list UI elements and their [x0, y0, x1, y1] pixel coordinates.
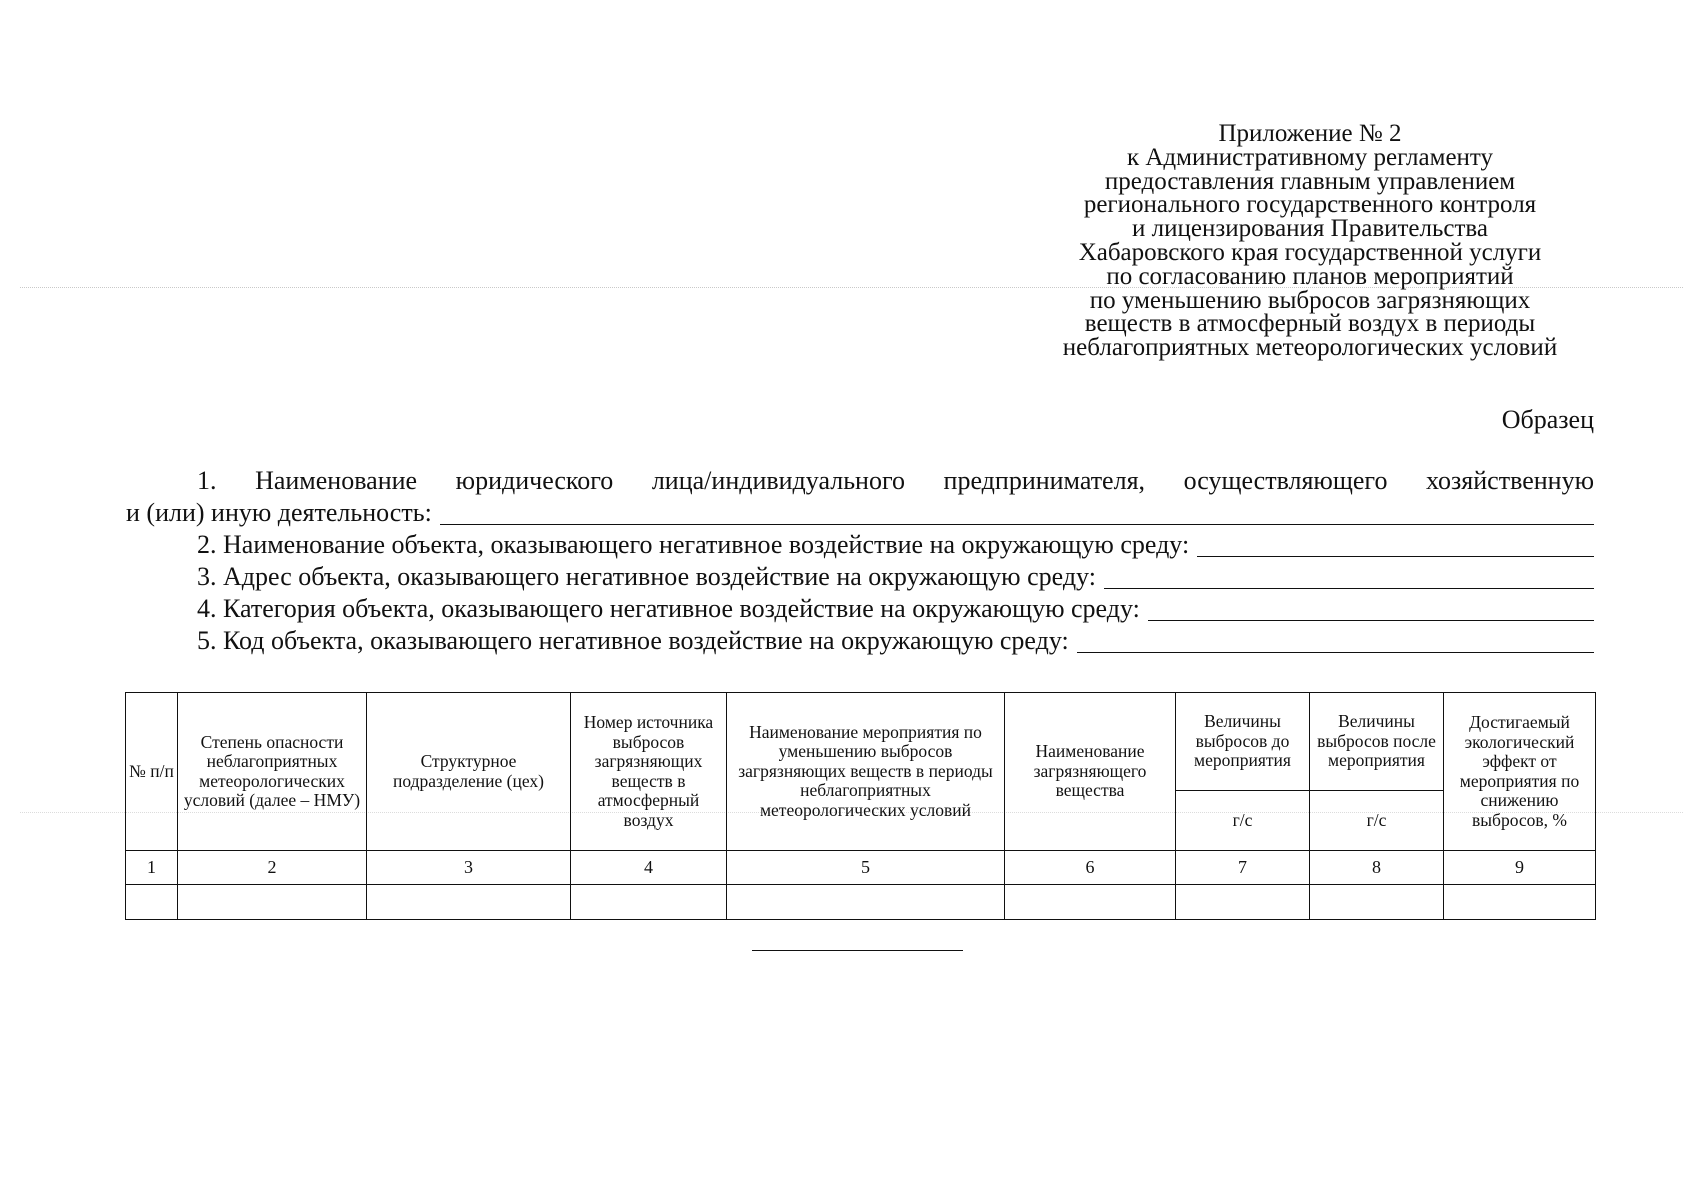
column-number-cell: 2 — [178, 851, 367, 885]
empty-table-row — [126, 885, 1596, 920]
field-1 — [126, 497, 1594, 529]
column-number-cell: 1 — [126, 851, 178, 885]
unit-cell-before: г/с — [1176, 791, 1310, 851]
end-of-document-rule — [752, 950, 963, 951]
empty-cell[interactable] — [1310, 885, 1444, 920]
field-3 — [126, 561, 1594, 593]
header-cell-emissions-after: Величины выбросов после мероприятия — [1310, 693, 1444, 791]
column-number-cell: 4 — [571, 851, 727, 885]
field-4-label: 4. Категория объекта, оказывающего негативное воздействие на окружающую среду: — [197, 594, 1140, 623]
header-line: по согласованию планов мероприятий — [1106, 262, 1514, 290]
empty-cell[interactable] — [126, 885, 178, 920]
header-cell-number: № п/п — [126, 693, 178, 851]
field-2-fill-line[interactable] — [1197, 556, 1594, 557]
column-number-cell: 8 — [1310, 851, 1444, 885]
header-cell-emissions-before: Величины выбросов до мероприятия — [1176, 693, 1310, 791]
column-number-cell: 9 — [1444, 851, 1596, 885]
field-4-fill-line[interactable] — [1148, 620, 1594, 621]
column-number-cell: 7 — [1176, 851, 1310, 885]
header-line: неблагоприятных метеорологических условий — [1062, 334, 1558, 362]
empty-cell[interactable] — [1005, 885, 1176, 920]
field-2 — [126, 529, 1594, 561]
form-fields — [126, 465, 1594, 657]
header-line: регионального государственного контроля — [1083, 191, 1537, 219]
header-line: по уменьшению выбросов загрязняющих — [1089, 286, 1531, 314]
field-1-label-line2: и (или) иную деятельность: — [126, 498, 432, 527]
field-1-label-line1: 1. Наименование юридического лица/индивидуального предпринимателя, осуществляющего хозяйственную — [197, 466, 1594, 495]
sample-label: Образец — [1501, 405, 1594, 434]
field-1-fill-line[interactable] — [440, 524, 1594, 525]
field-5 — [126, 625, 1594, 657]
empty-cell[interactable] — [1444, 885, 1596, 920]
empty-cell[interactable] — [1176, 885, 1310, 920]
appendix-header — [1020, 122, 1600, 360]
empty-cell[interactable] — [178, 885, 367, 920]
empty-cell[interactable] — [367, 885, 571, 920]
column-number-cell: 3 — [367, 851, 571, 885]
field-5-fill-line[interactable] — [1077, 652, 1594, 653]
header-line: и лицензирования Правительства — [1132, 215, 1488, 243]
empty-cell[interactable] — [571, 885, 727, 920]
field-3-fill-line[interactable] — [1104, 588, 1594, 589]
unit-cell-after: г/с — [1310, 791, 1444, 851]
header-line: веществ в атмосферный воздух в периоды — [1084, 310, 1536, 338]
field-3-label: 3. Адрес объекта, оказывающего негативное воздействие на окружающую среду: — [197, 562, 1096, 591]
header-line: к Административному регламенту — [1126, 143, 1494, 171]
field-2-label: 2. Наименование объекта, оказывающего негативное воздействие на окружающую среду: — [197, 530, 1190, 559]
column-number-cell: 6 — [1005, 851, 1176, 885]
empty-cell[interactable] — [727, 885, 1005, 920]
header-cell-hazard-degree: Степень опасности неблагоприятных метеорологических условий (далее – НМУ) — [178, 693, 367, 851]
header-line: Приложение № 2 — [1218, 120, 1402, 147]
header-line: Хабаровского края государственной услуги — [1078, 238, 1542, 266]
header-cell-pollutant: Наименование загрязняющего вещества — [1005, 693, 1176, 851]
field-4 — [126, 593, 1594, 625]
measures-table — [125, 692, 1596, 920]
header-cell-source-number: Номер источника выбросов загрязняющих веществ в атмосферный воздух — [571, 693, 727, 851]
header-line: предоставления главным управлением — [1104, 167, 1516, 195]
field-5-label: 5. Код объекта, оказывающего негативное воздействие на окружающую среду: — [197, 626, 1069, 655]
header-cell-eco-effect: Достигаемый экологический эффект от мероприятия по снижению выбросов, % — [1444, 693, 1596, 851]
header-cell-measure-name: Наименование мероприятия по уменьшению выбросов загрязняющих веществ в периоды неблагоприятных метеорологических условий — [727, 693, 1005, 851]
header-cell-department: Структурное подразделение (цех) — [367, 693, 571, 851]
column-number-cell: 5 — [727, 851, 1005, 885]
